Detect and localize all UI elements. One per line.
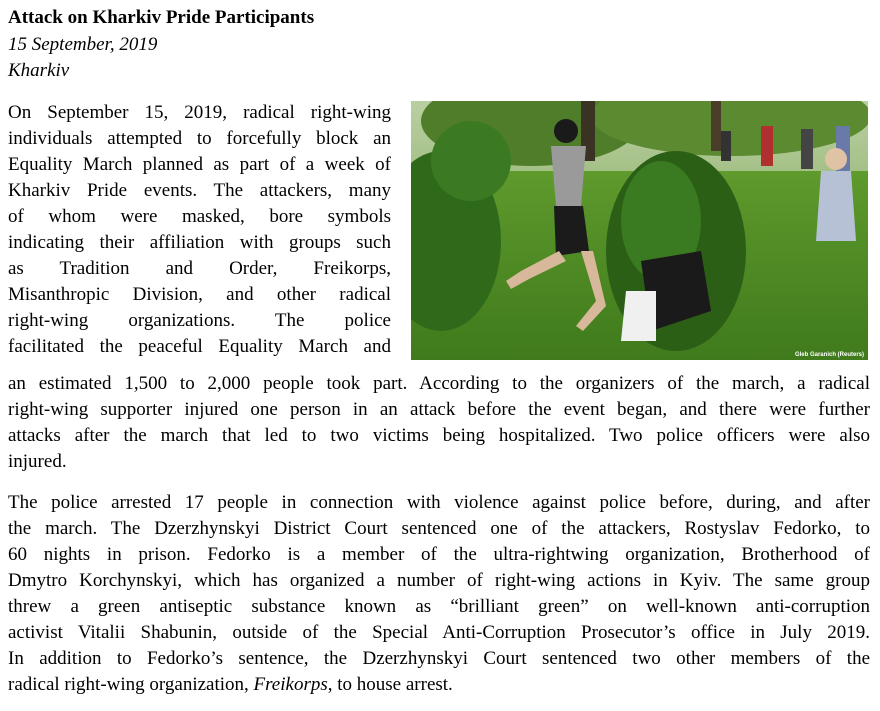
text-line	[8, 672, 870, 698]
section-date: 15 September, 2019	[8, 34, 158, 55]
text-line: Dmytro Korchynskyi, which has organized a number of right-wing actions in Kyiv. The same group	[8, 570, 870, 591]
text-segment: , to house arrest.	[327, 674, 453, 695]
text-line: an estimated 1,500 to 2,000 people took part. According to the organizers of the march, a radical	[8, 373, 870, 394]
text-line: right-wing organizations. The police	[8, 310, 391, 331]
text-line: as Tradition and Order, Freikorps,	[8, 258, 391, 279]
text-line: of whom were masked, bore symbols	[8, 206, 391, 227]
text-line: 60 nights in prison. Fedorko is a member of the ultra-rightwing organization, Brotherhood of	[8, 544, 870, 565]
text-line: attacks after the march that led to two victims being hospitalized. Two police officers were also	[8, 425, 870, 446]
text-line: On September 15, 2019, radical right-wing	[8, 102, 391, 123]
text-line: individuals attempted to forcefully block an	[8, 128, 391, 149]
text-line: The police arrested 17 people in connection with violence against police before, during, and after	[8, 492, 870, 513]
text-line: In addition to Fedorko’s sentence, the Dzerzhynskyi Court sentenced two other members of the	[8, 648, 870, 669]
organization-name: Freikorps	[253, 674, 328, 695]
photo-illustration	[411, 101, 868, 360]
photo-credit: Gleb Garanich (Reuters)	[794, 352, 864, 358]
text-line: injured.	[8, 451, 67, 472]
text-line: activist Vitalii Shabunin, outside of the Special Anti-Corruption Prosecutor’s office in July 2019.	[8, 622, 870, 643]
text-line: indicating their affiliation with groups such	[8, 232, 391, 253]
text-segment: radical right-wing organization,	[8, 674, 254, 695]
text-line: Equality March planned as part of a week of	[8, 154, 391, 175]
text-line: threw a green antiseptic substance known as “brilliant green” on well-known anti-corruption	[8, 596, 870, 617]
section-location: Kharkiv	[8, 60, 70, 81]
text-line: the march. The Dzerzhynskyi District Court sentenced one of the attackers, Rostyslav Fedorko, to	[8, 518, 870, 539]
text-line: right-wing supporter injured one person in an attack before the event began, and there were further	[8, 399, 870, 420]
text-line: Misanthropic Division, and other radical	[8, 284, 391, 305]
text-line: facilitated the peaceful Equality March and	[8, 336, 391, 357]
news-photo	[411, 101, 868, 360]
text-line: Kharkiv Pride events. The attackers, many	[8, 180, 391, 201]
section-title: Attack on Kharkiv Pride Participants	[8, 7, 315, 28]
